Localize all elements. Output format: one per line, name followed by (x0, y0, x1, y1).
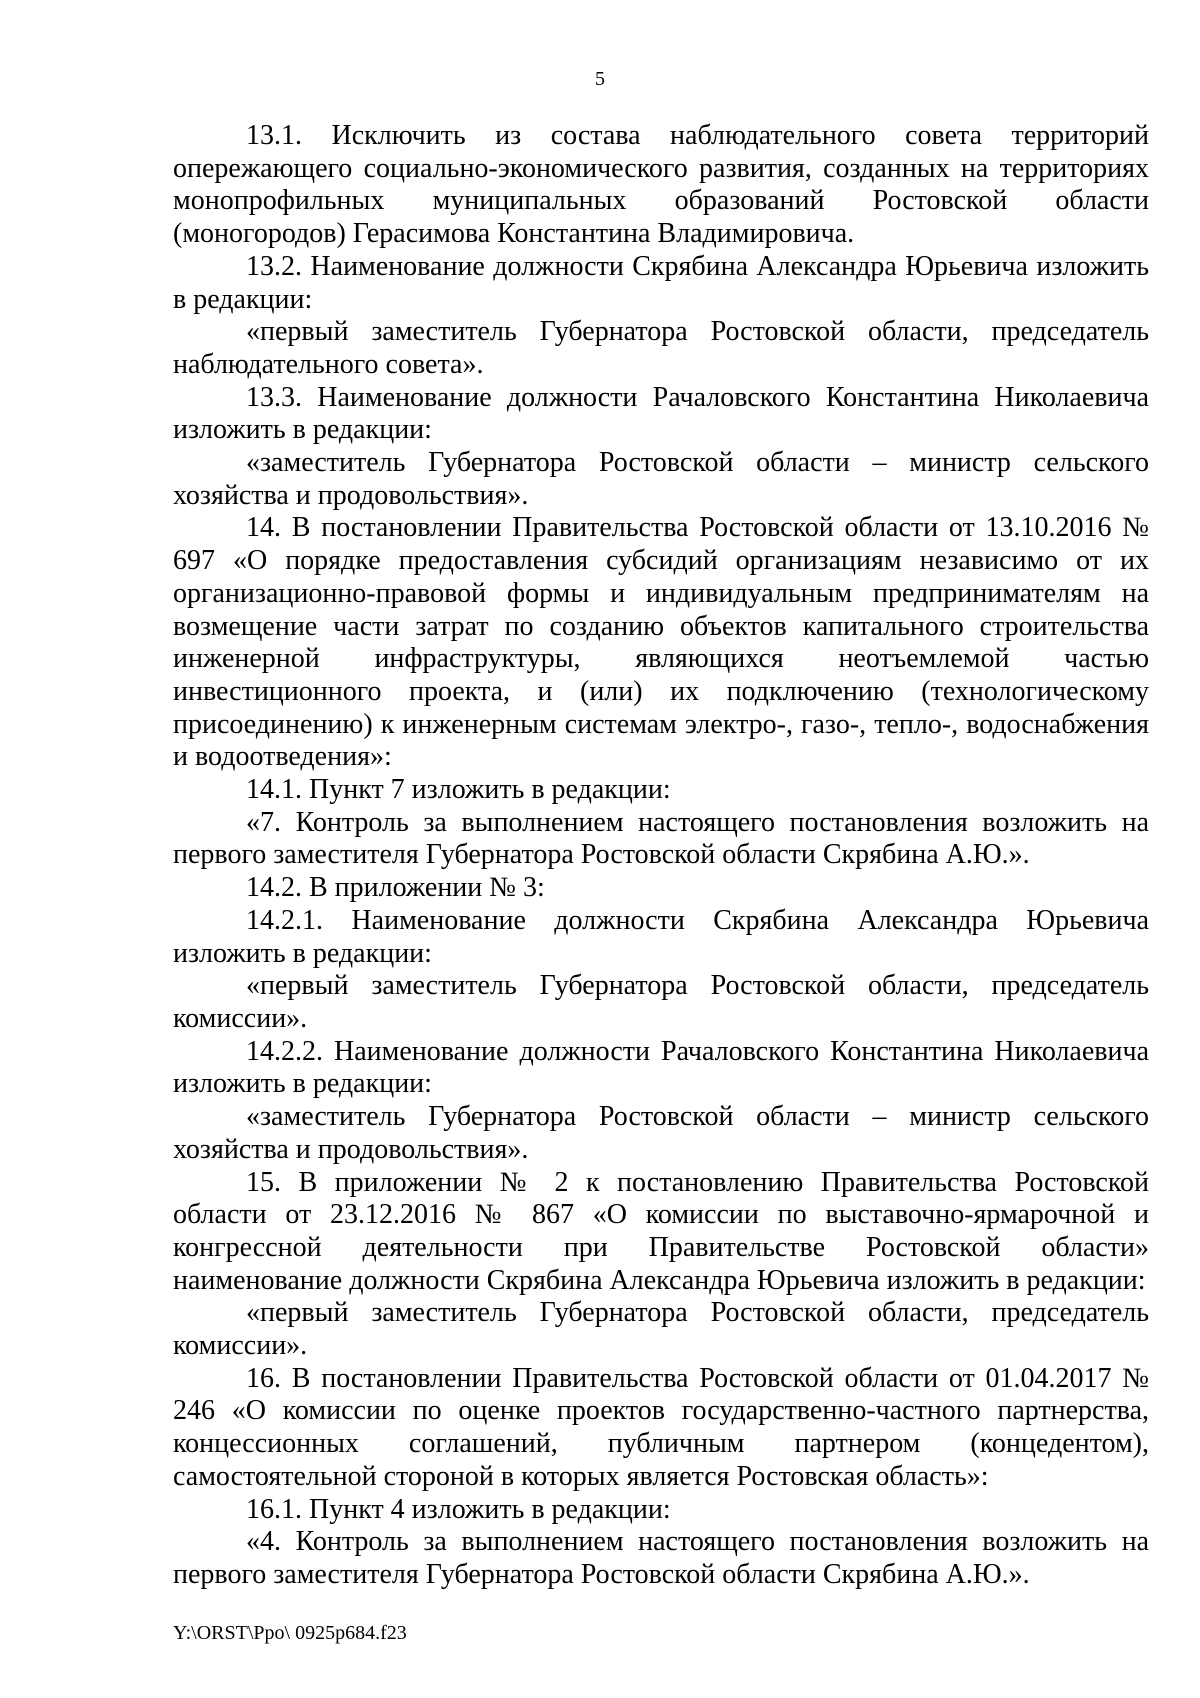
paragraph-14-1-quote: «7. Контроль за выполнением настоящего постановления возложить на первого заместителя Губернатора Ростовской области Скрябина А.Ю.». (173, 806, 1149, 871)
paragraph-14-1: 14.1. Пункт 7 изложить в редакции: (246, 774, 671, 806)
paragraph-13-1: 13.1. Исключить из состава наблюдательного совета территорий опережающего социально-экономического развития, созданных на территориях монопрофильных муниципальных образований Ростовской области (моногородов) Герасимова Константина Владимировича. (173, 120, 1149, 250)
footer-file-path: Y:\ORST\Ppo\ 0925p684.f23 (173, 1622, 407, 1644)
paragraph-14-2-1: 14.2.1. Наименование должности Скрябина Александра Юрьевича изложить в редакции: (173, 904, 1149, 969)
paragraph-16-1-quote: «4. Контроль за выполнением настоящего постановления возложить на первого заместителя Губернатора Ростовской области Скрябина А.Ю.». (173, 1526, 1149, 1590)
paragraph-14-2-2-quote: «заместитель Губернатора Ростовской области – министр сельского хозяйства и продовольствия». (173, 1101, 1149, 1165)
paragraph-13-3: 13.3. Наименование должности Рачаловского Константина Николаевича изложить в редакции: (173, 381, 1149, 446)
paragraph-13-2-quote: «первый заместитель Губернатора Ростовской области, председатель наблюдательного совета». (173, 316, 1149, 380)
paragraph-15: 15. В приложении № 2 к постановлению Правительства Ростовской области от 23.12.2016 № 867 «О комиссии по выставочно-ярмарочной и конгрессной деятельности при Правительстве Ростовской области» наименование должности Скрябина Александра Юрьевича изложить в редакции: (173, 1166, 1149, 1296)
document-body (173, 120, 1149, 1592)
paragraph-14-2-2: 14.2.2. Наименование должности Рачаловского Константина Николаевича изложить в редакции: (173, 1035, 1149, 1100)
paragraph-16: 16. В постановлении Правительства Ростовской области от 01.04.2017 № 246 «О комиссии по оценке проектов государственно-частного партнерства, концессионных соглашений, публичным партнером (концедентом), самостоятельной стороной в которых является Ростовская область»: (173, 1362, 1149, 1492)
page-number: 5 (595, 68, 605, 90)
paragraph-13-3-quote: «заместитель Губернатора Ростовской области – министр сельского хозяйства и продовольствия». (173, 447, 1149, 511)
paragraph-14-2-1-quote: «первый заместитель Губернатора Ростовской области, председатель комиссии». (173, 970, 1149, 1034)
paragraph-16-1: 16.1. Пункт 4 изложить в редакции: (246, 1493, 671, 1525)
paragraph-14-2: 14.2. В приложении № 3: (246, 872, 545, 904)
paragraph-15-quote: «первый заместитель Губернатора Ростовской области, председатель комиссии». (173, 1297, 1149, 1362)
paragraph-14: 14. В постановлении Правительства Ростовской области от 13.10.2016 № 697 «О порядке предоставления субсидий организациям независимо от их организационно-правовой формы и индивидуальным предпринимателям на возмещение части затрат по созданию объектов капитального строительства инженерной инфраструктуры, являющихся неотъемлемой частью инвестиционного проекта, и (или) их подключению (технологическому присоединению) к инженерным системам электро-, газо-, тепло-, водоснабжения и водоотведения»: (173, 512, 1149, 773)
paragraph-13-2: 13.2. Наименование должности Скрябина Александра Юрьевича изложить в редакции: (173, 250, 1149, 315)
